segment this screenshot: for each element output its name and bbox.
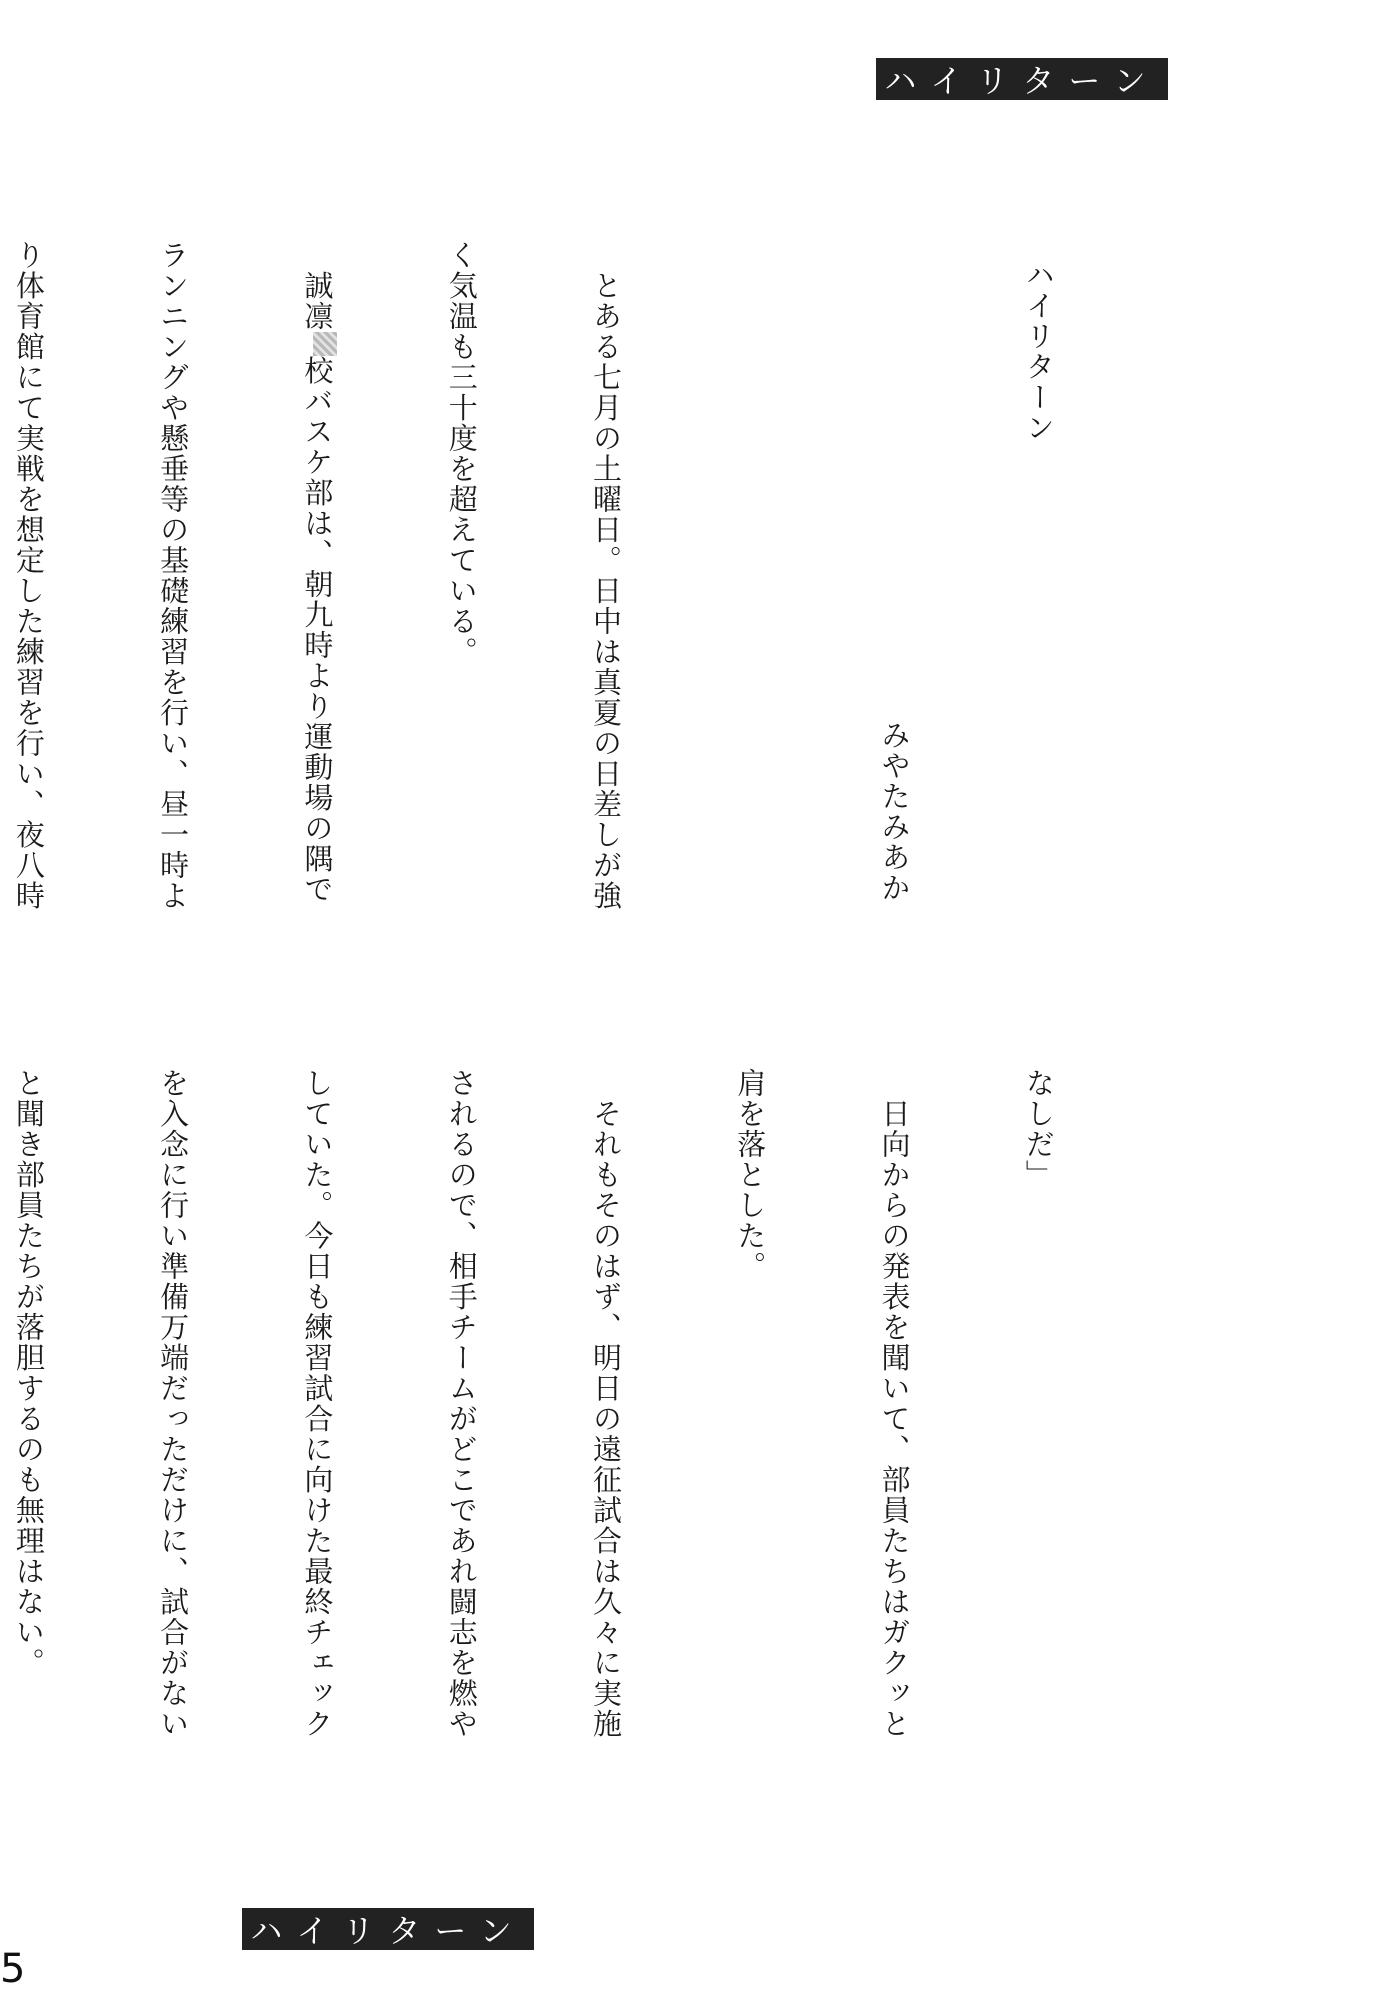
body-line: と聞き部員たちが落胆するのも無理はない。: [11, 1068, 46, 1678]
body-line: していた。今日も練習試合に向けた最終チェック: [300, 1068, 335, 1739]
column-gap: [726, 240, 774, 940]
lower-text-block: [11, 1068, 1159, 1768]
body-line-censored: [293, 240, 341, 940]
story-title: ハイリターン: [1021, 260, 1056, 443]
running-header-top: ハイリターン: [876, 58, 1168, 100]
running-header-bottom: ハイリターン: [242, 1908, 534, 1950]
body-line: 日向からの発表を聞いて、部員たちはガクッと: [877, 1068, 912, 1739]
body-line: 肩を落とした。: [733, 1068, 768, 1282]
upper-text-block: [11, 240, 1159, 940]
body-line-part: 校バスケ部は、朝九時より運動場の隅で: [300, 355, 335, 905]
page-number: 5: [0, 1946, 26, 1992]
body-line: ランニングや懸垂等の基礎練習を行い、昼一時よ: [156, 240, 191, 911]
body-line: とある七月の土曜日。日中は真夏の日差しが強: [588, 240, 623, 911]
body-line: く気温も三十度を超えている。: [444, 240, 479, 667]
body-line-part: 誠凛: [300, 240, 335, 332]
body-line: されるので、相手チームがどこであれ闘志を燃や: [444, 1068, 479, 1739]
story-author: みやたみあか: [877, 720, 912, 903]
body-line: り体育館にて実戦を想定した練習を行い、夜八時: [11, 240, 46, 911]
censor-mosaic: [313, 332, 337, 356]
body-line: を入念に行い準備万端だっただけに、試合がない: [156, 1068, 191, 1739]
body-line: それもそのはず、明日の遠征試合は久々に実施: [588, 1068, 623, 1739]
body-line: なしだ」: [1021, 1068, 1056, 1190]
